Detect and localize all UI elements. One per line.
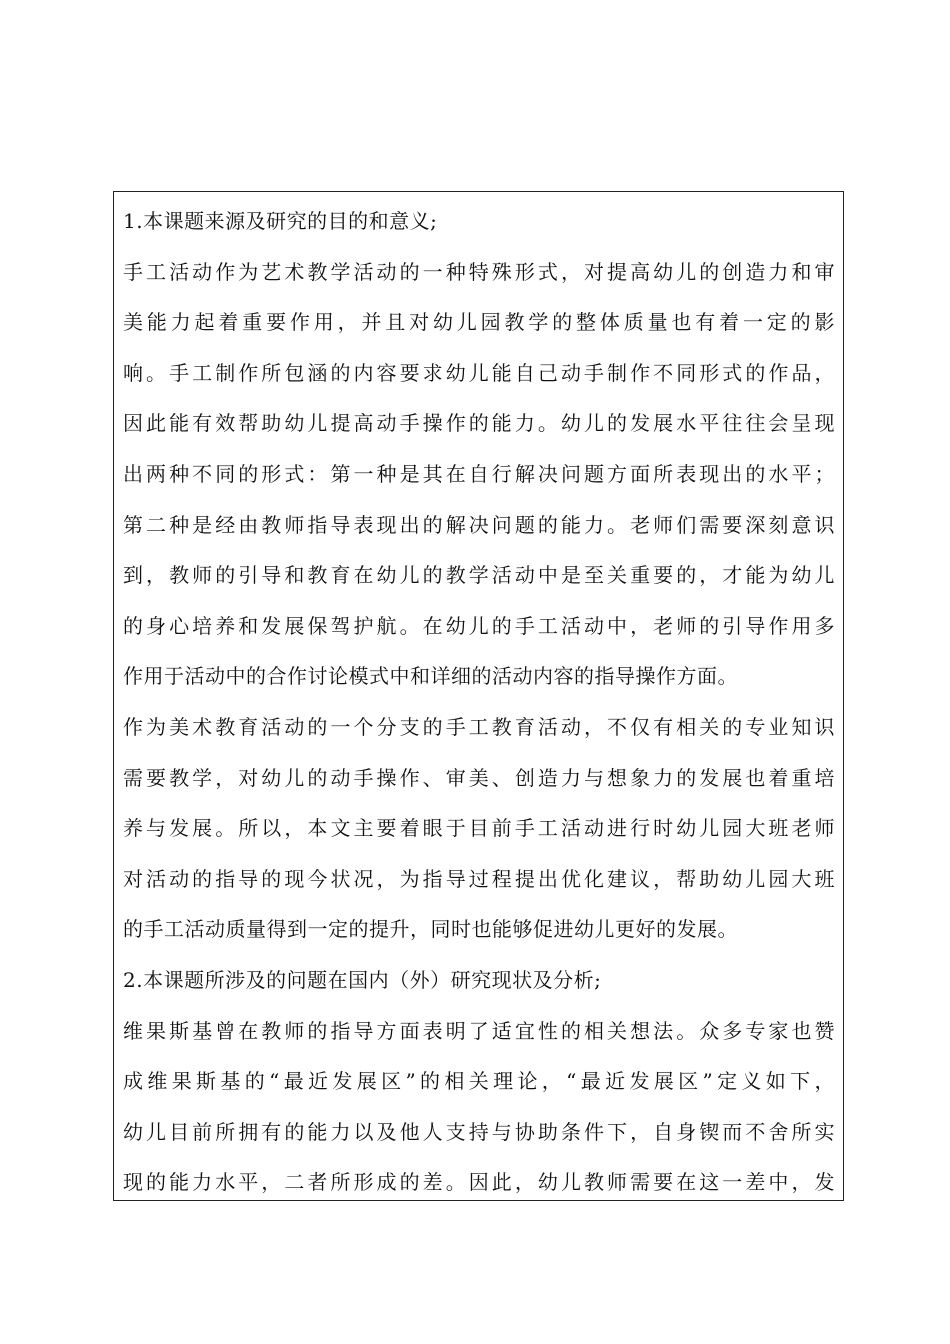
text-line: 成维果斯基的“最近发展区”的相关理论，“最近发展区”定义如下， [123, 1069, 835, 1094]
text-line: 手工活动作为艺术教学活动的一种特殊形式，对提高幼儿的创造力和审 [123, 259, 835, 284]
text-line: 美能力起着重要作用，并且对幼儿园教学的整体质量也有着一定的影 [123, 310, 835, 335]
text-line: 响。手工制作所包涵的内容要求幼儿能自己动手制作不同形式的作品， [123, 360, 835, 385]
document-text-body [123, 196, 835, 1201]
text-line: 对活动的指导的现今状况，为指导过程提出优化建议，帮助幼儿园大班 [123, 866, 835, 891]
section-heading-1: 1.本课题来源及研究的目的和意义; [123, 209, 438, 233]
text-line: 出两种不同的形式：第一种是其在自行解决问题方面所表现出的水平； [123, 461, 835, 486]
document-table-cell [113, 191, 844, 1201]
text-line: 维果斯基曾在教师的指导方面表明了适宜性的相关想法。众多专家也赞 [123, 1018, 835, 1043]
text-line: 需要教学，对幼儿的动手操作、审美、创造力与想象力的发展也着重培 [123, 765, 835, 790]
text-line: 第二种是经由教师指导表现出的解决问题的能力。老师们需要深刻意识 [123, 512, 835, 537]
text-line: 到，教师的引导和教育在幼儿的教学活动中是至关重要的，才能为幼儿 [123, 563, 835, 588]
text-line: 养与发展。所以，本文主要着眼于目前手工活动进行时幼儿园大班老师 [123, 816, 835, 841]
text-line: 的手工活动质量得到一定的提升，同时也能够促进幼儿更好的发展。 [123, 917, 738, 942]
text-line: 的身心培养和发展保驾护航。在幼儿的手工活动中，老师的引导作用多 [123, 613, 835, 638]
text-line: 幼儿目前所拥有的能力以及他人支持与协助条件下，自身锲而不舍所实 [123, 1119, 835, 1144]
section-heading-2: 2.本课题所涉及的问题在国内（外）研究现状及分析; [123, 967, 602, 992]
text-line: 作为美术教育活动的一个分支的手工教育活动，不仅有相关的专业知识 [123, 714, 835, 739]
text-line: 现的能力水平，二者所形成的差。因此，幼儿教师需要在这一差中，发 [123, 1170, 835, 1195]
text-line: 作用于活动中的合作讨论模式中和详细的活动内容的指导操作方面。 [123, 664, 738, 689]
text-line: 因此能有效帮助幼儿提高动手操作的能力。幼儿的发展水平往往会呈现 [123, 411, 835, 436]
